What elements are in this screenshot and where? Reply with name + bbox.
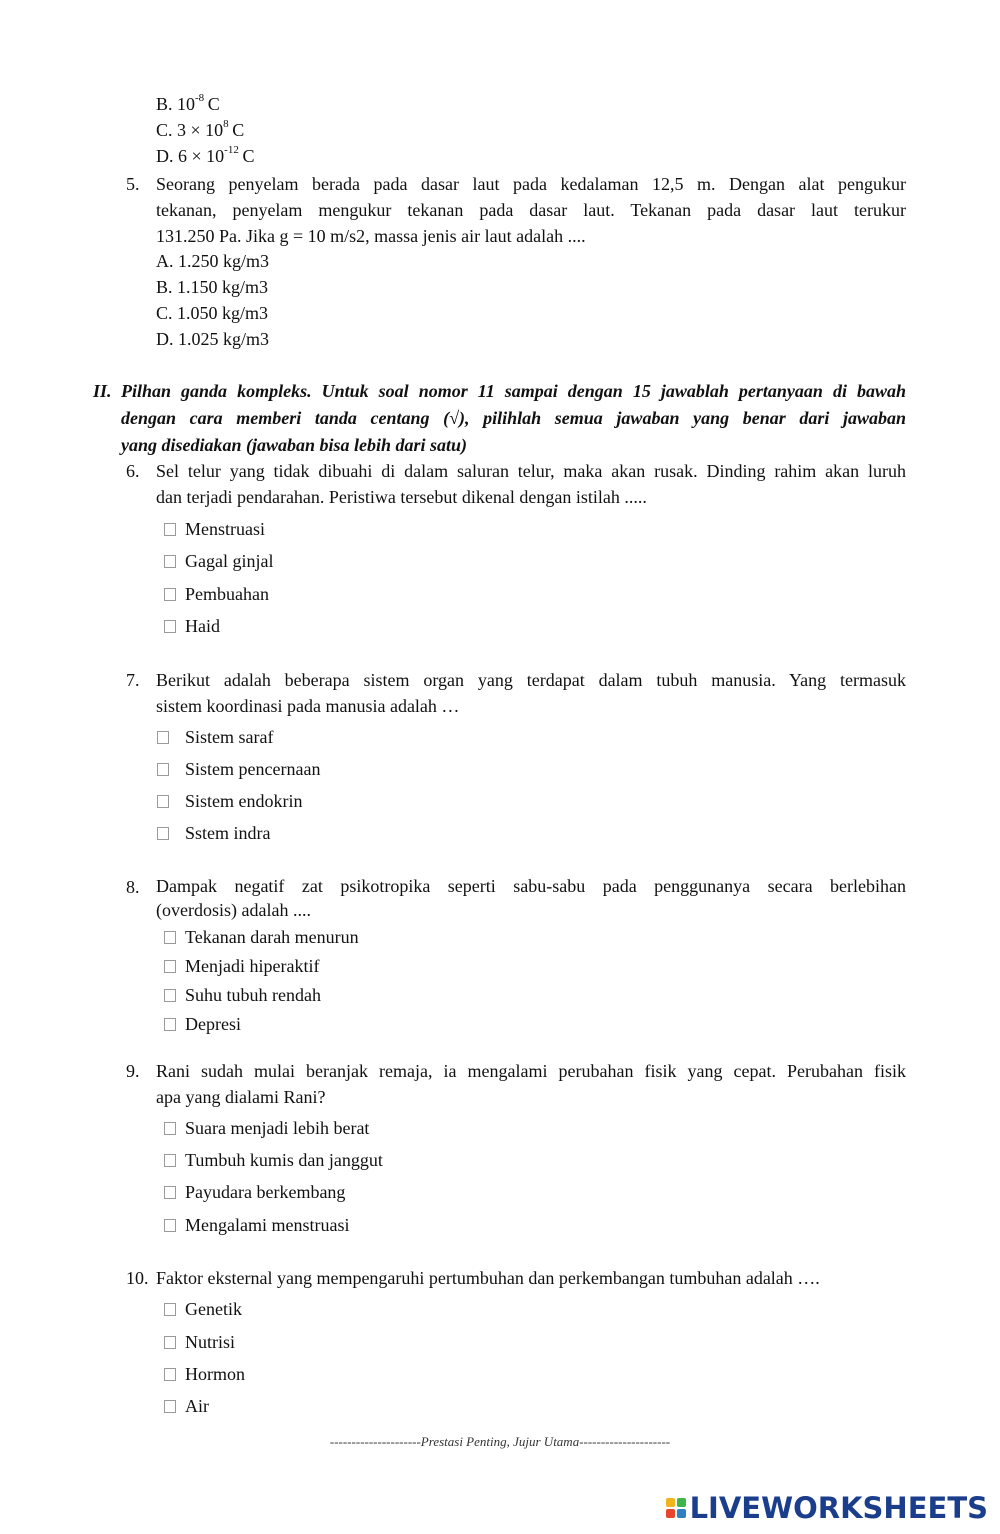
q6-option[interactable]: Pembuahan: [164, 583, 269, 605]
question-5-number: 5.: [126, 174, 140, 194]
checkbox-icon[interactable]: [164, 555, 176, 568]
checkbox-icon[interactable]: [164, 588, 176, 601]
logo-square: [666, 1498, 675, 1507]
checkbox-icon[interactable]: [164, 523, 176, 536]
q6-option[interactable]: Menstruasi: [164, 518, 265, 540]
q4-option-b: B. $10^{-8}$ C: [156, 92, 220, 114]
checkbox-icon[interactable]: [164, 1122, 176, 1135]
question-8-text: Dampak negatif zat psikotropika seperti sabu-sabu pada penggunanya secara berlebihan (overdosis) adalah ....: [156, 876, 906, 920]
q6-option[interactable]: Gagal ginjal: [164, 550, 273, 572]
q7-option[interactable]: Sstem indra: [157, 822, 271, 844]
question-6-number: 6.: [126, 461, 140, 481]
q6-option[interactable]: Haid: [164, 615, 220, 637]
question-10-text: Faktor eksternal yang mempengaruhi pertumbuhan dan perkembangan tumbuhan adalah ….: [156, 1268, 820, 1288]
q7-option[interactable]: Sistem pencernaan: [157, 758, 320, 780]
q9-option[interactable]: Mengalami menstruasi: [164, 1214, 349, 1236]
checkbox-icon[interactable]: [164, 960, 176, 973]
q9-option[interactable]: Tumbuh kumis dan janggut: [164, 1149, 383, 1171]
q5-option-c: C. 1.050 kg/m3: [156, 303, 269, 323]
q8-option[interactable]: Menjadi hiperaktif: [164, 955, 319, 977]
q8-option[interactable]: Depresi: [164, 1013, 241, 1035]
checkbox-icon[interactable]: [164, 620, 176, 633]
checkbox-icon[interactable]: [164, 989, 176, 1002]
page-footer-motto: ---------------------Prestasi Penting, Jujur Utama---------------------: [329, 1434, 671, 1449]
checkbox-icon[interactable]: [157, 827, 169, 840]
q9-option[interactable]: Payudara berkembang: [164, 1181, 345, 1203]
q10-option[interactable]: Genetik: [164, 1298, 242, 1320]
q7-option[interactable]: Sistem saraf: [157, 726, 273, 748]
checkbox-icon[interactable]: [164, 1303, 176, 1316]
question-7-number: 7.: [126, 670, 140, 690]
brand-name: LIVEWORKSHEETS: [689, 1491, 988, 1525]
checkbox-icon[interactable]: [157, 763, 169, 776]
checkbox-icon[interactable]: [164, 1186, 176, 1199]
q9-option[interactable]: Suara menjadi lebih berat: [164, 1117, 369, 1139]
checkbox-icon[interactable]: [164, 1154, 176, 1167]
logo-square: [666, 1509, 675, 1518]
question-5-text: Seorang penyelam berada pada dasar laut pada kedalaman 12,5 m. Dengan alat pengukur tekanan, penyelam mengukur tekanan pada dasar laut. Tekanan pada dasar laut terukur 131.250 Pa. Jika g = 10 m/s2, massa jenis air laut adalah ....: [156, 174, 906, 246]
q5-option-a: A. 1.250 kg/m3: [156, 251, 270, 271]
logo-square: [677, 1498, 686, 1507]
question-7-text: Berikut adalah beberapa sistem organ yang terdapat dalam tubuh manusia. Yang termasuk sistem koordinasi pada manusia adalah …: [156, 670, 906, 716]
q7-option[interactable]: Sistem endokrin: [157, 790, 303, 812]
checkbox-icon[interactable]: [157, 795, 169, 808]
q4-option-d: D. $6 \times 10^{-12}$ C: [156, 144, 255, 166]
question-8-number: 8.: [126, 877, 140, 897]
section-2-heading: II. Pilhan ganda kompleks. Untuk soal nomor 11 sampai dengan 15 jawablah pertanyaan di bawah dengan cara memberi tanda centang (√), pilihlah semua jawaban yang benar dari jawaban yang disediakan (jawaban bisa lebih dari satu): [93, 381, 906, 455]
question-10-number: 10.: [126, 1268, 149, 1288]
checkbox-icon[interactable]: [164, 931, 176, 944]
checkbox-icon[interactable]: [164, 1336, 176, 1349]
q10-option[interactable]: Hormon: [164, 1363, 245, 1385]
checkbox-icon[interactable]: [164, 1219, 176, 1232]
q8-option[interactable]: Tekanan darah menurun: [164, 926, 359, 948]
question-9-number: 9.: [126, 1061, 140, 1081]
checkbox-icon[interactable]: [164, 1018, 176, 1031]
checkbox-icon[interactable]: [164, 1368, 176, 1381]
q5-option-b: B. 1.150 kg/m3: [156, 277, 269, 297]
question-9-text: Rani sudah mulai beranjak remaja, ia mengalami perubahan fisik yang cepat. Perubahan fisik apa yang dialami Rani?: [156, 1061, 906, 1107]
q10-option[interactable]: Nutrisi: [164, 1331, 235, 1353]
q10-option[interactable]: Air: [164, 1395, 209, 1417]
checkbox-icon[interactable]: [164, 1400, 176, 1413]
logo-square: [677, 1509, 686, 1518]
checkbox-icon[interactable]: [157, 731, 169, 744]
q5-option-d: D. 1.025 kg/m3: [156, 329, 270, 349]
q8-option[interactable]: Suhu tubuh rendah: [164, 984, 321, 1006]
q4-option-c: C. $3 \times 10^8$ C: [156, 118, 245, 140]
liveworksheets-logo: [666, 1492, 988, 1524]
question-6-text: Sel telur yang tidak dibuahi di dalam saluran telur, maka akan rusak. Dinding rahim akan luruh dan terjadi pendarahan. Peristiwa tersebut dikenal dengan istilah .....: [156, 461, 906, 507]
logo-grid-icon: [666, 1498, 686, 1518]
